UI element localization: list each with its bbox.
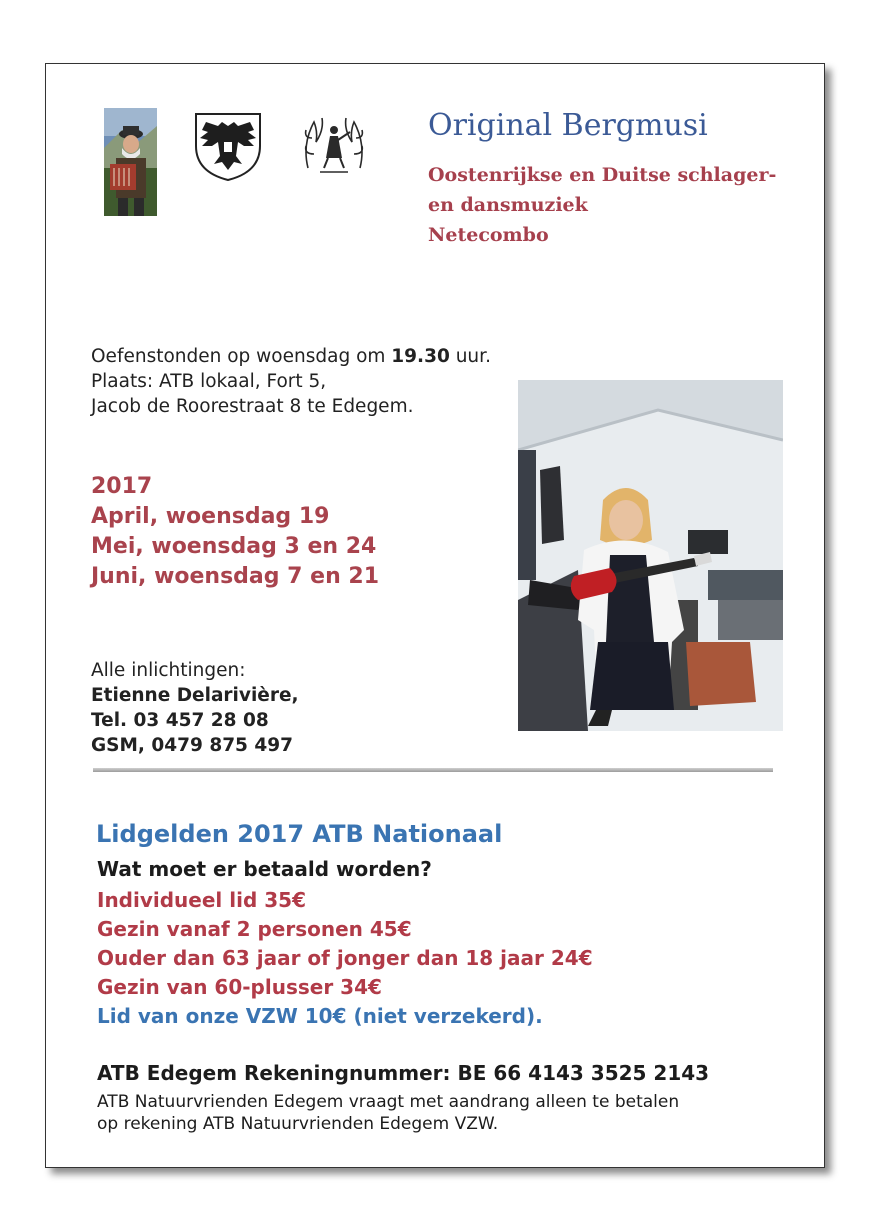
payment-note: [97, 1091, 679, 1135]
contact-name: Etienne Delarivière,: [91, 685, 299, 706]
subtitle-line: en dansmuziek: [428, 194, 588, 216]
decorative-emblem-icon: [298, 108, 370, 180]
rehearsal-prefix: Oefenstonden op woensdag om: [91, 346, 392, 367]
bass-player-photo: [518, 380, 783, 731]
fee-item: Ouder dan 63 jaar of jonger dan 18 jaar 24€: [97, 946, 593, 970]
rehearsal-suffix: uur.: [449, 346, 491, 367]
membership-question: Wat moet er betaald worden?: [97, 857, 432, 881]
membership-fees: [97, 886, 593, 1031]
band-subtitle: [428, 160, 776, 250]
eagle-coat-of-arms-icon: [194, 112, 262, 182]
membership-title: Lidgelden 2017 ATB Nationaal: [96, 820, 503, 848]
contact-gsm: GSM, 0479 875 497: [91, 735, 293, 756]
note-line: ATB Natuurvrienden Edegem vraagt met aandrang alleen te betalen: [97, 1092, 680, 1112]
date-line: Mei, woensdag 3 en 24: [91, 534, 377, 559]
date-line: Juni, woensdag 7 en 21: [91, 564, 380, 589]
section-divider: [93, 768, 773, 772]
rehearsal-time: 19.30: [391, 346, 450, 367]
fee-item: Gezin van 60-plusser 34€: [97, 975, 382, 999]
band-title: Original Bergmusi: [428, 108, 708, 143]
contact-tel: Tel. 03 457 28 08: [91, 710, 269, 731]
contact-info: [91, 658, 299, 758]
flyer-page: [45, 63, 825, 1168]
contact-label: Alle inlichtingen:: [91, 660, 246, 681]
fee-vzw: Lid van onze VZW 10€ (niet verzekerd).: [97, 1004, 543, 1028]
rehearsal-info: [91, 344, 491, 419]
date-line: April, woensdag 19: [91, 504, 330, 529]
subtitle-line: Netecombo: [428, 224, 549, 246]
note-line: op rekening ATB Natuurvrienden Edegem VZW.: [97, 1114, 499, 1134]
rehearsal-time-line: [91, 344, 491, 369]
rehearsal-place-line: Plaats: ATB lokaal, Fort 5,: [91, 371, 327, 392]
dates-year: 2017: [91, 474, 153, 499]
fee-item: Individueel lid 35€: [97, 888, 306, 912]
rehearsal-dates: [91, 472, 379, 592]
subtitle-line: Oostenrijkse en Duitse schlager-: [428, 164, 777, 186]
rehearsal-address-line: Jacob de Roorestraat 8 te Edegem.: [91, 396, 414, 417]
fee-item: Gezin vanaf 2 personen 45€: [97, 917, 412, 941]
account-number: ATB Edegem Rekeningnummer: BE 66 4143 3525 2143: [97, 1061, 710, 1085]
accordion-player-photo: [104, 108, 157, 216]
